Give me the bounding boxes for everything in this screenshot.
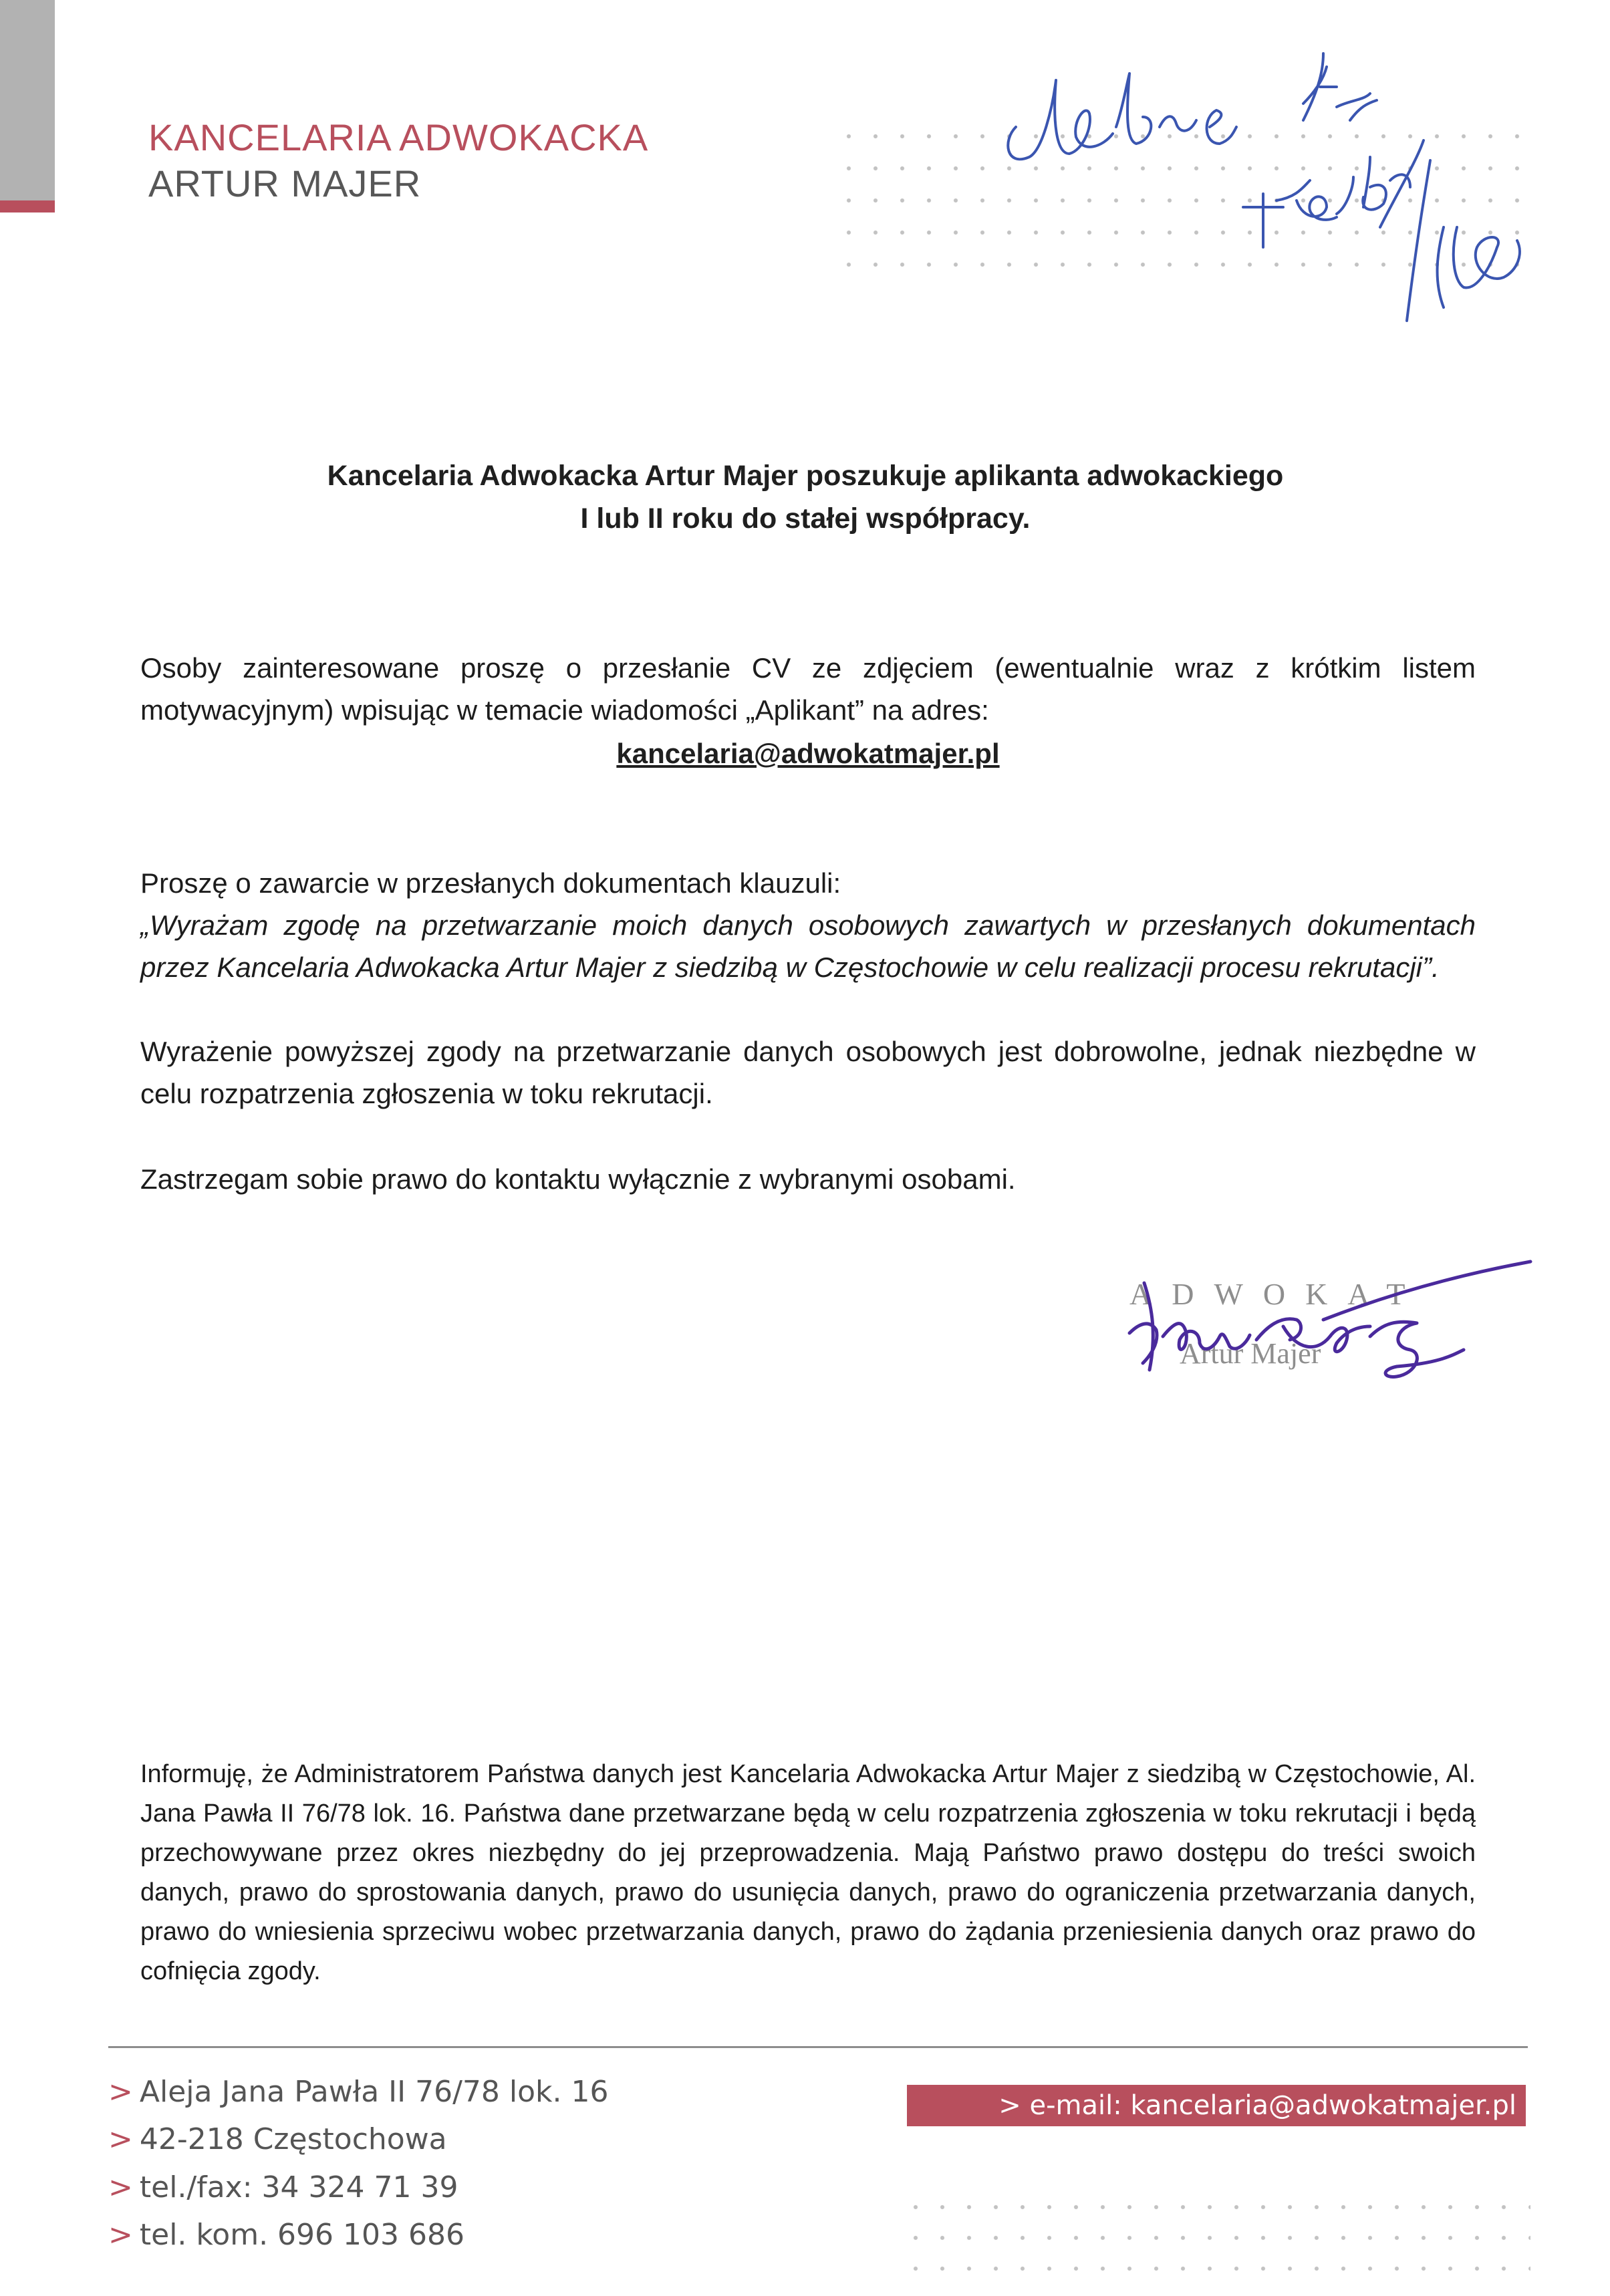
application-instructions: Osoby zainteresowane proszę o przesłanie CV ze zdjęciem (ewentualnie wraz z krótkim listem motywacyjnym) wpisując w temacie wiadomości „Aplikant” na adres:: [140, 652, 1476, 726]
chevron-right-icon: >: [108, 2170, 133, 2204]
decorative-dot-grid-bottom: [902, 2192, 1530, 2296]
chevron-right-icon: >: [108, 2218, 133, 2252]
stamp-name: Artur Majer: [1180, 1337, 1321, 1370]
footer-postal-text: 42-218 Częstochowa: [139, 2122, 447, 2156]
footer-mobile: [108, 2217, 464, 2253]
chevron-right-icon: >: [108, 2075, 133, 2109]
footer-divider: [108, 2046, 1528, 2048]
margin-red-accent: [0, 200, 55, 212]
footer-mobile-text: tel. kom. 696 103 686: [139, 2218, 464, 2252]
headline-line-1: Kancelaria Adwokacka Artur Majer poszukuje aplikanta adwokackiego: [327, 460, 1284, 492]
chevron-right-icon: >: [108, 2122, 133, 2156]
application-email: kancelaria@adwokatmajer.pl: [616, 738, 1000, 769]
headline: [140, 454, 1470, 540]
footer-postal: [108, 2122, 447, 2158]
letterhead-lawyer-name: ARTUR MAJER: [148, 162, 422, 204]
footer-phone: [108, 2170, 458, 2206]
consent-notice: Wyrażenie powyższej zgody na przetwarzanie danych osobowych jest dobrowolne, jednak niezbędne w celu rozpatrzenia zgłoszenia w toku rekrutacji.: [140, 1036, 1476, 1109]
footer-address-text: Aleja Jana Pawła II 76/78 lok. 16: [139, 2075, 609, 2109]
stamp-title: ADWOKAT: [1129, 1277, 1426, 1311]
margin-gray-bar: [0, 0, 55, 200]
clause-intro: Proszę o zawarcie w przesłanych dokumentach klauzuli:: [140, 867, 841, 899]
letterhead-firm-name: KANCELARIA ADWOKACKA: [148, 116, 649, 158]
gdpr-notice: Informuję, że Administratorem Państwa danych jest Kancelaria Adwokacka Artur Majer z siedzibą w Częstochowie, Al. Jana Pawła II 76/78 lok. 16. Państwa dane przetwarzane będą w celu rozpatrzenia zgłoszenia w toku rekrutacji i będą przechowywane przez okres niezbędny do jej przeprowadzenia. Mają Państwo prawo dostępu do treści swoich danych, prawo do sprostowania danych, prawo do usunięcia danych, prawo do ograniczenia przetwarzania danych, prawo do wniesienia sprzeciwu wobec przetwarzania danych, prawo do żądania przeniesienia danych oraz prawo do cofnięcia zgody.: [140, 1760, 1476, 1985]
consent-clause: „Wyrażam zgodę na przetwarzanie moich danych osobowych zawartych w przesłanych dokumentach przez Kancelaria Adwokacka Artur Majer z siedzibą w Częstochowie w celu realizacji procesu rekrutacji”.: [140, 909, 1476, 983]
contact-reservation: Zastrzegam sobie prawo do kontaktu wyłącznie z wybranymi osobami.: [140, 1163, 1016, 1195]
stamp-and-signature: [1103, 1256, 1537, 1410]
footer-email[interactable]: > e-mail: kancelaria@adwokatmajer.pl: [907, 2085, 1526, 2126]
footer-address: [108, 2074, 609, 2110]
headline-line-2: I lub II roku do stałej współpracy.: [580, 503, 1031, 535]
footer-phone-text: tel./fax: 34 324 71 39: [139, 2170, 458, 2204]
handwritten-annotation: [989, 27, 1537, 361]
